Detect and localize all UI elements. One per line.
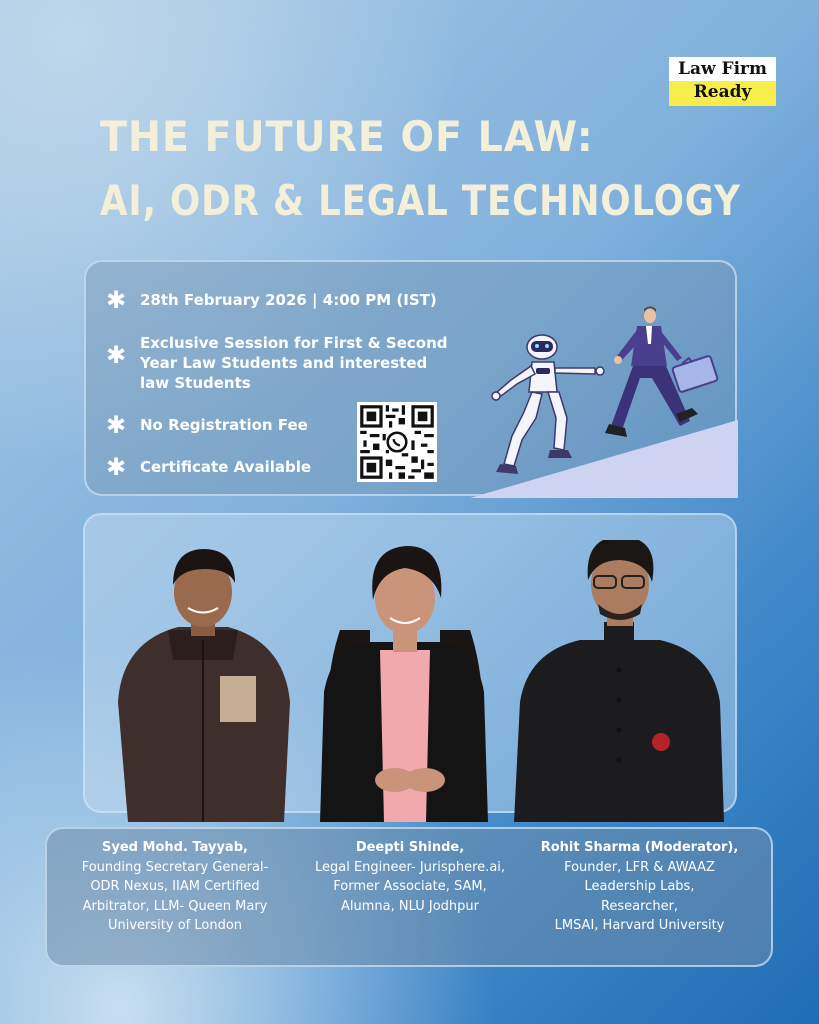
speaker-credential-line: Arbitrator, LLM- Queen Mary — [82, 898, 268, 914]
detail-audience-line-3: law Students — [140, 374, 251, 392]
speaker-credential-line: Leadership Labs, — [584, 879, 695, 894]
qr-code-icon — [357, 402, 437, 482]
businessman-figure — [605, 307, 718, 438]
page-title-line-2: AI, ODR & LEGAL TECHNOLOGY — [100, 176, 741, 225]
speaker-credit-tayyab — [55, 838, 295, 936]
speaker-credit-shinde — [295, 838, 525, 916]
speaker-credential-line: Alumna, NLU Jodhpur — [341, 898, 479, 914]
law-firm-ready-logo — [669, 57, 776, 106]
speaker-name: Syed Mohd. Tayyab, — [102, 840, 248, 855]
speaker-photo-tayyab — [98, 540, 308, 822]
page-title-line-1: THE FUTURE OF LAW: — [100, 112, 594, 161]
detail-fee-text: No Registration Fee — [140, 416, 308, 434]
whatsapp-qr-code[interactable] — [357, 402, 437, 482]
asterisk-icon: ✱ — [106, 411, 127, 439]
speaker-photo-sharma — [514, 540, 724, 822]
detail-date-text: 28th February 2026 | 4:00 PM (IST) — [140, 291, 437, 309]
detail-audience-line-1: Exclusive Session for First & Second — [140, 334, 448, 352]
asterisk-icon: ✱ — [106, 453, 127, 481]
detail-certificate-text: Certificate Available — [140, 458, 312, 476]
speaker-credential-line: LMSAI, Harvard University — [554, 918, 725, 933]
brooch-icon — [652, 733, 670, 751]
speaker-credential-line: Founding Secretary General- — [81, 859, 269, 875]
speaker-name: Rohit Sharma (Moderator), — [540, 840, 739, 855]
logo-line-1: Law Firm — [669, 57, 776, 81]
speaker-name: Deepti Shinde, — [355, 840, 465, 855]
speaker-credit-sharma — [522, 838, 757, 936]
logo-line-2: Ready — [669, 81, 776, 106]
robot-figure — [492, 335, 604, 474]
speaker-credential-line: ODR Nexus, IIAM Certified — [90, 879, 260, 894]
speaker-credential-line: Former Associate, SAM, — [333, 879, 487, 894]
jacket-pocket-patch — [220, 676, 256, 722]
robot-businessman-illustration — [470, 304, 738, 498]
speaker-photo-shinde — [300, 540, 510, 822]
asterisk-icon: ✱ — [106, 286, 127, 314]
speaker-credential-line: Researcher, — [600, 898, 679, 914]
asterisk-icon: ✱ — [106, 341, 127, 369]
detail-audience-line-2: Year Law Students and interested — [140, 354, 428, 372]
speaker-credential-line: University of London — [107, 918, 243, 933]
speaker-credential-line: Founder, LFR & AWAAZ — [564, 859, 715, 875]
speaker-credential-line: Legal Engineer- Jurisphere.ai, — [314, 859, 506, 875]
